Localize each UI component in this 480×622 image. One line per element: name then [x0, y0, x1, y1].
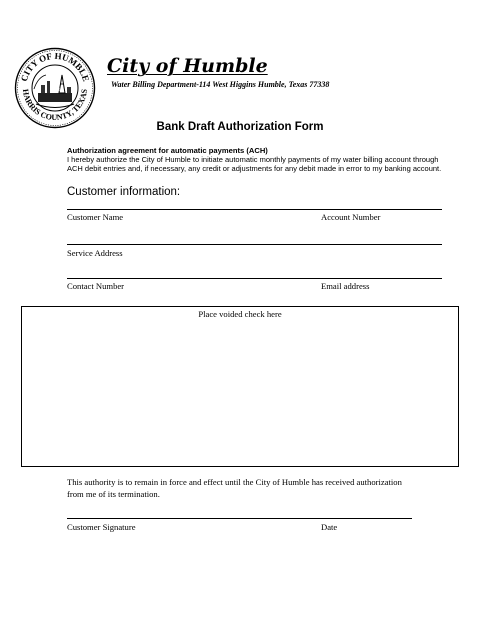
form-title: Bank Draft Authorization Form — [156, 121, 324, 133]
customer-information-heading: Customer information: — [67, 186, 181, 198]
customer-signature-label: Customer Signature — [67, 522, 136, 532]
voided-check-label: Place voided check here — [198, 309, 282, 319]
city-name-title: City of Humble — [107, 55, 268, 77]
contact-email-line[interactable] — [67, 278, 442, 279]
service-address-line[interactable] — [67, 244, 442, 245]
svg-text:CITY OF HUMBLE: CITY OF HUMBLE — [18, 50, 92, 83]
svg-text:HARRIS COUNTY, TEXAS: HARRIS COUNTY, TEXAS — [20, 88, 90, 123]
department-address: Water Billing Department-114 West Higgins Humble, Texas 77338 — [111, 80, 330, 89]
email-address-label: Email address — [321, 281, 370, 291]
signature-line[interactable] — [67, 518, 412, 519]
voided-check-box[interactable] — [21, 306, 459, 467]
ach-heading: Authorization agreement for automatic payments (ACH) — [67, 146, 268, 155]
customer-name-line[interactable] — [67, 209, 442, 210]
contact-number-label: Contact Number — [67, 281, 125, 291]
city-seal-logo — [14, 47, 96, 129]
ach-authorization-text: I hereby authorize the City of Humble to initiate automatic monthly payments of my water billing account through ACH debit entries and, if necessary, any credit or adjustments for any debit made in error to my banking account. — [67, 155, 442, 173]
account-number-label: Account Number — [321, 212, 381, 222]
customer-name-label: Customer Name — [67, 212, 124, 222]
service-address-label: Service Address — [67, 248, 123, 258]
svg-text:1933: 1933 — [50, 88, 60, 93]
authority-statement: This authority is to remain in force and effect until the City of Humble has received authorization from me of its termination. — [67, 477, 402, 499]
date-label: Date — [321, 522, 338, 532]
